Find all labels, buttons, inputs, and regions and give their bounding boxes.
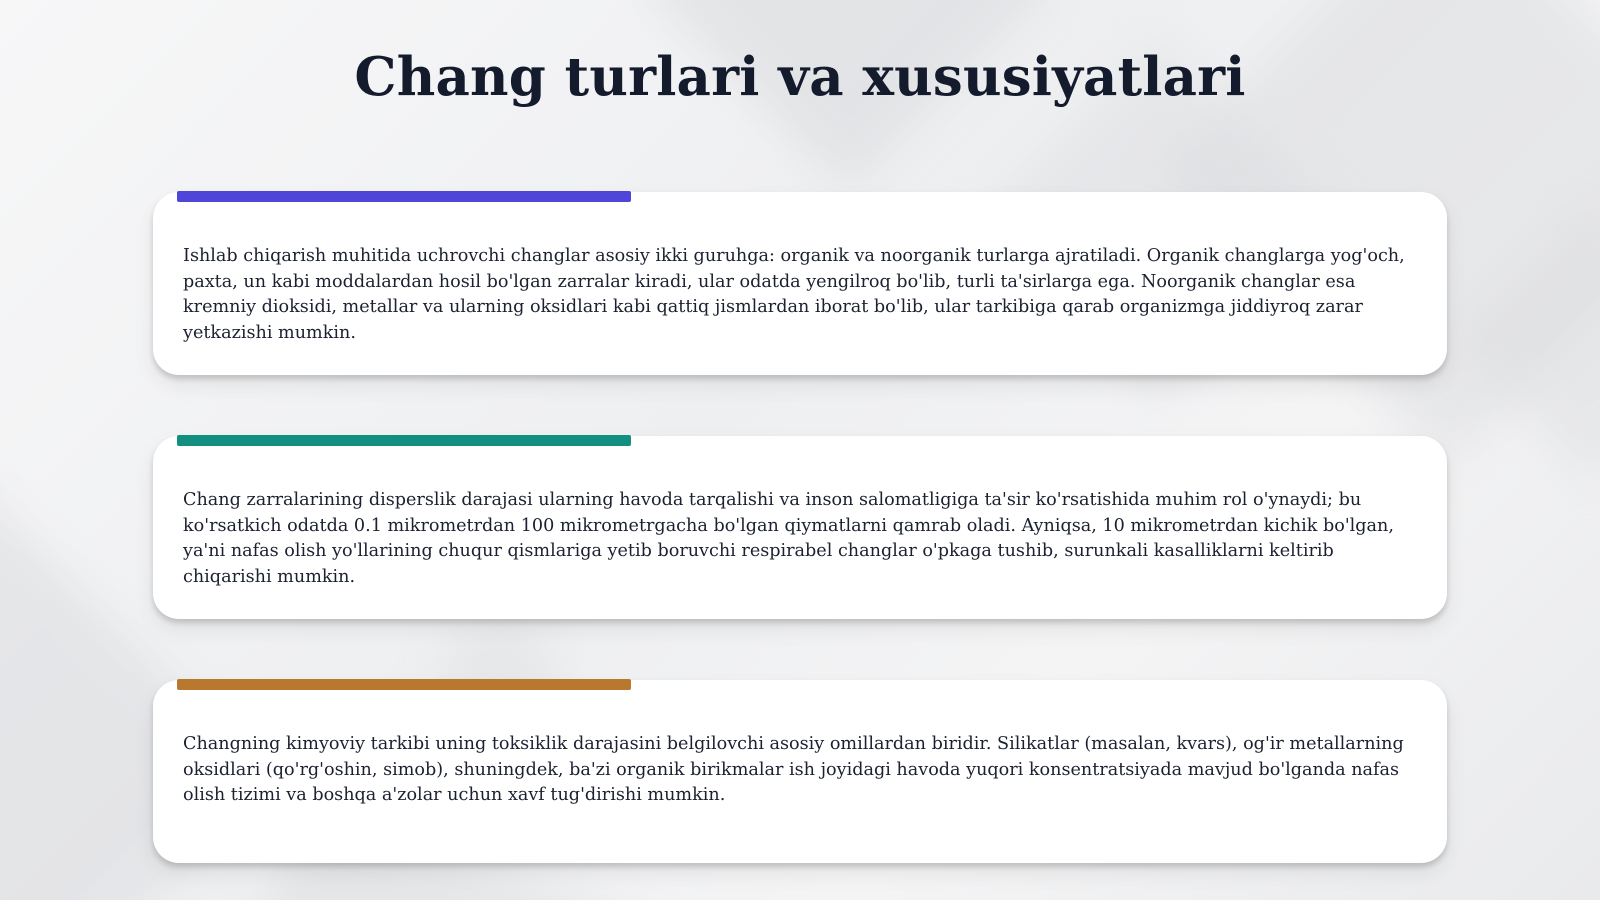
content-card	[153, 192, 1447, 375]
card-text: Ishlab chiqarish muhitida uchrovchi changlar asosiy ikki guruhga: organik va noorganik turlarga ajratiladi. Organik changlarga yog'och, paxta, un kabi moddalardan hosil bo'lgan zarralar kiradi, ular odatda yengilroq bo'lib, turli ta'sirlarga ega. Noorganik changlar esa kremniy dioksidi, metallar va ularning oksidlari kabi qattiq jismlardan iborat bo'lib, ular tarkibiga qarab organizmga jiddiyroq zarar yetkazishi mumkin.	[183, 246, 1405, 343]
card-accent-bar	[177, 679, 631, 690]
card-text: Chang zarralarining disperslik darajasi ularning havoda tarqalishi va inson salomatligiga ta'sir ko'rsatishida muhim rol o'ynaydi; bu ko'rsatkich odatda 0.1 mikrometrdan 100 mikrometrgacha bo'lgan qiymatlarni qamrab oladi. Ayniqsa, 10 mikrometrdan kichik bo'lgan, ya'ni nafas olish yo'llarining chuqur qismlariga yetib boruvchi respirabel changlar o'pkaga tushib, surunkali kasalliklarni keltirib chiqarishi mumkin.	[183, 490, 1394, 587]
card-accent-bar	[177, 191, 631, 202]
content-card	[153, 436, 1447, 619]
card-accent-bar	[177, 435, 631, 446]
content-card	[153, 680, 1447, 863]
card-text: Changning kimyoviy tarkibi uning toksiklik darajasini belgilovchi asosiy omillardan biridir. Silikatlar (masalan, kvars), og'ir metallarning oksidlari (qo'rg'oshin, simob), shuningdek, ba'zi organik birikmalar ish joyidagi havoda yuqori konsentratsiyada mavjud bo'lganda nafas olish tizimi va boshqa a'zolar uchun xavf tug'dirishi mumkin.	[183, 734, 1404, 805]
slide-title: Chang turlari va xususiyatlari	[354, 46, 1246, 108]
